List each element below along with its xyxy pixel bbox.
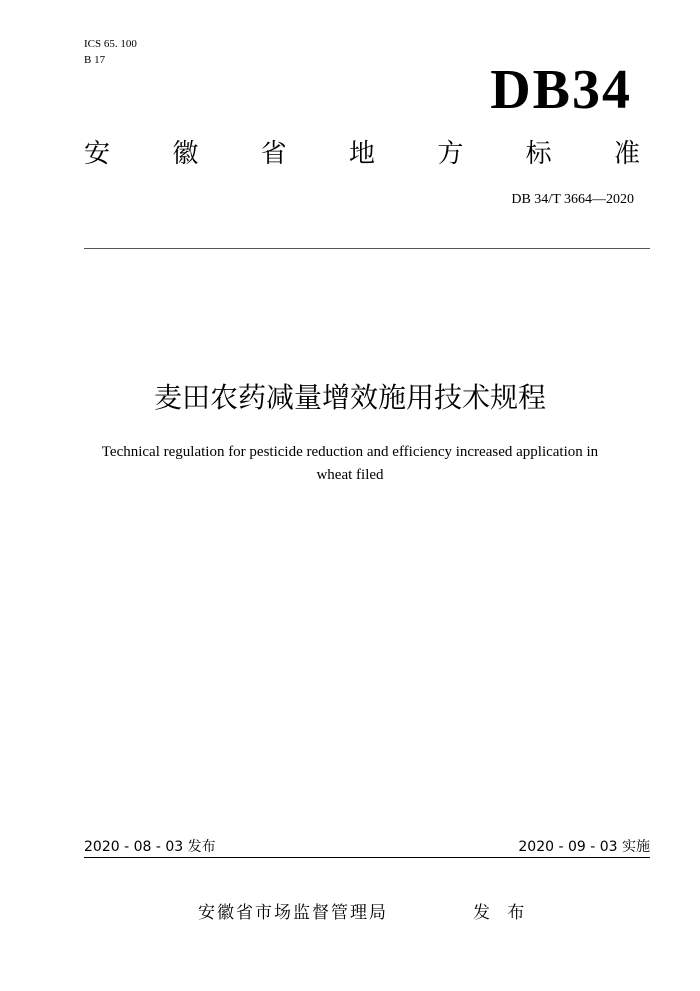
ics-code: ICS 65. 100 xyxy=(84,38,137,50)
standard-type-char: 省 xyxy=(260,139,287,169)
standard-type-char: 徽 xyxy=(172,139,199,169)
classification-codes xyxy=(84,36,137,68)
implementation-date: 2020 - 09 - 03 实施 xyxy=(518,839,650,855)
ccs-code: B 17 xyxy=(84,54,106,66)
standard-type-char: 准 xyxy=(613,139,640,169)
standard-number: DB 34/T 3664—2020 xyxy=(511,192,634,207)
footer-divider xyxy=(84,857,650,858)
english-title-line: wheat filed xyxy=(316,467,384,483)
header-divider xyxy=(84,248,650,249)
publish-label: 发 布 xyxy=(473,903,531,923)
standard-type-title xyxy=(84,138,640,170)
english-title-line: Technical regulation for pesticide reduction and efficiency increased application in xyxy=(101,444,599,460)
issue-date: 2020 - 08 - 03 发布 xyxy=(84,839,216,855)
standard-type-char: 标 xyxy=(525,139,552,169)
document-title-chinese: 麦田农药减量增效施用技术规程 xyxy=(153,381,546,414)
standard-type-char: 方 xyxy=(437,139,464,169)
standard-type-char: 地 xyxy=(348,139,375,169)
publisher-name: 安徽省市场监督管理局 xyxy=(198,903,388,923)
standard-type-char: 安 xyxy=(84,139,111,169)
document-title-english xyxy=(70,441,630,487)
db-code: DB34 xyxy=(490,59,632,121)
